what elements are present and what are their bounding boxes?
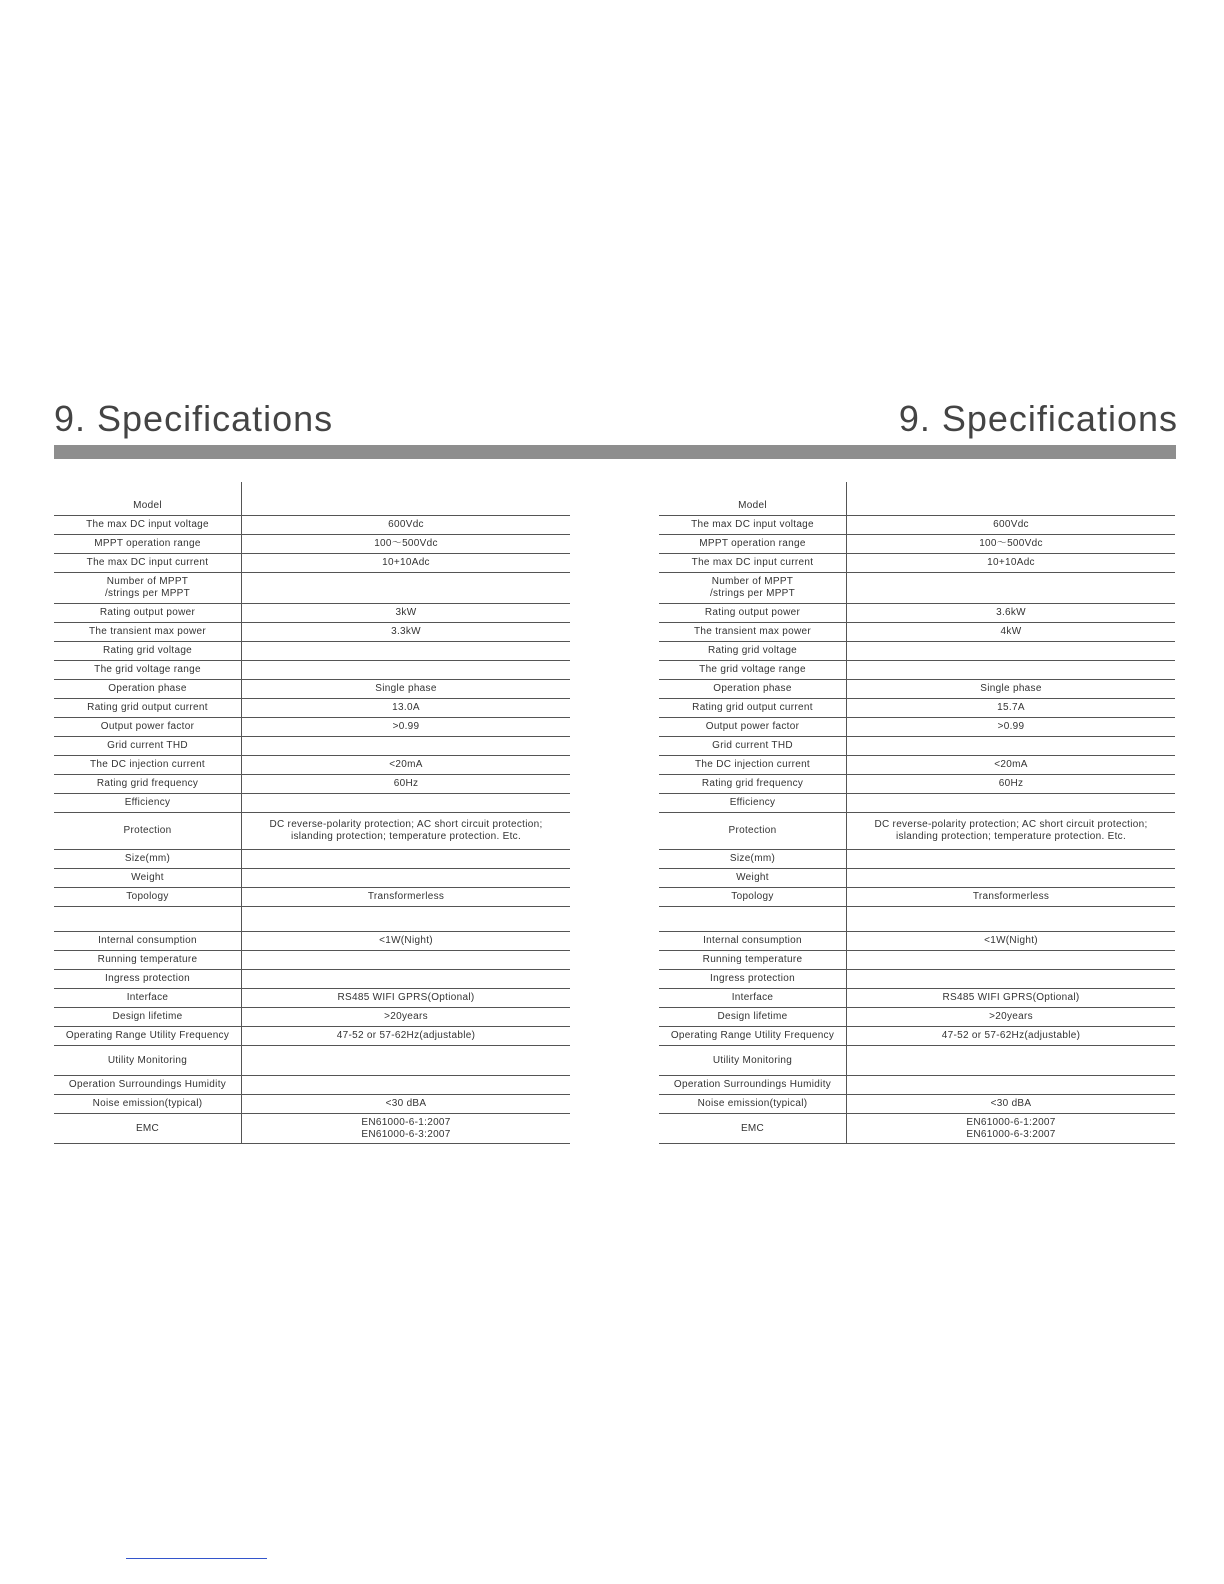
spec-value: [242, 907, 571, 932]
spec-value: [847, 869, 1176, 888]
spec-value: Single phase: [242, 680, 571, 699]
spec-value: >20years: [847, 1008, 1176, 1027]
spec-label: MPPT operation range: [659, 535, 847, 554]
spec-label: Utility Monitoring: [54, 1046, 242, 1076]
spec-row-size-mm: [54, 850, 570, 869]
spec-row-rating-grid-output-current: [54, 699, 570, 718]
spec-value: [847, 573, 1176, 604]
spec-label: Size(mm): [659, 850, 847, 869]
spec-value: <20mA: [847, 756, 1176, 775]
spec-value: [847, 1076, 1176, 1095]
spec-value: 60Hz: [242, 775, 571, 794]
page-title-left: 9. Specifications: [54, 398, 334, 439]
spec-value: [847, 1046, 1176, 1076]
spec-label: Model: [54, 482, 242, 516]
spec-value: [242, 850, 571, 869]
spec-value: >0.99: [847, 718, 1176, 737]
spec-row-running-temperature: [659, 951, 1175, 970]
spec-label: Operation Surroundings Humidity: [659, 1076, 847, 1095]
spec-label: Operating Range Utility Frequency: [54, 1027, 242, 1046]
spec-label: Design lifetime: [54, 1008, 242, 1027]
spec-label: Grid current THD: [54, 737, 242, 756]
spec-row-noise-emission-typical: [54, 1095, 570, 1114]
spec-value: 10+10Adc: [242, 554, 571, 573]
spec-label: Operating Range Utility Frequency: [659, 1027, 847, 1046]
spec-row-noise-emission-typical: [659, 1095, 1175, 1114]
spec-row-topology: [54, 888, 570, 907]
spec-row-efficiency: [659, 794, 1175, 813]
spec-row-the-max-dc-input-voltage: [54, 516, 570, 535]
spec-row-mppt-operation-range: [659, 535, 1175, 554]
spec-label: Running temperature: [54, 951, 242, 970]
spec-label: [659, 907, 847, 932]
spec-value: 47-52 or 57-62Hz(adjustable): [847, 1027, 1176, 1046]
spec-value: DC reverse-polarity protection; AC short circuit protection; islanding protection; temperature protection. Etc.: [242, 813, 571, 850]
footer-link-underline: [126, 1558, 267, 1559]
spec-label: Efficiency: [659, 794, 847, 813]
spec-label: Output power factor: [659, 718, 847, 737]
spec-value: 600Vdc: [847, 516, 1176, 535]
spec-row-emc: [54, 1114, 570, 1144]
spec-value: Single phase: [847, 680, 1176, 699]
spec-table-left: [54, 482, 570, 1144]
spec-value: [242, 794, 571, 813]
spec-value: RS485 WIFI GPRS(Optional): [242, 989, 571, 1008]
spec-row-the-max-dc-input-current: [54, 554, 570, 573]
page-title-right: 9. Specifications: [898, 398, 1178, 439]
spec-value: [242, 482, 571, 516]
spec-label: Number of MPPT /strings per MPPT: [659, 573, 847, 604]
spec-row-output-power-factor: [54, 718, 570, 737]
spec-value: >20years: [242, 1008, 571, 1027]
spec-label: Protection: [54, 813, 242, 850]
spec-label: Utility Monitoring: [659, 1046, 847, 1076]
spec-value: [242, 737, 571, 756]
spec-label: Weight: [54, 869, 242, 888]
spec-row-operation-phase: [54, 680, 570, 699]
spec-label: Internal consumption: [659, 932, 847, 951]
spec-row-rating-output-power: [54, 604, 570, 623]
spec-row-model: [659, 482, 1175, 516]
spec-label: Rating grid voltage: [659, 642, 847, 661]
spec-value: RS485 WIFI GPRS(Optional): [847, 989, 1176, 1008]
spec-value: [242, 951, 571, 970]
spec-value: [847, 794, 1176, 813]
spec-value: [847, 737, 1176, 756]
spec-label: Weight: [659, 869, 847, 888]
spec-value: [847, 642, 1176, 661]
spec-table-body: [54, 482, 570, 1144]
spec-label: Interface: [659, 989, 847, 1008]
spec-value: [242, 970, 571, 989]
spec-label: The DC injection current: [659, 756, 847, 775]
spec-row-weight: [54, 869, 570, 888]
spec-value: [242, 869, 571, 888]
spec-row-utility-monitoring: [659, 1046, 1175, 1076]
spec-value: 100～500Vdc: [242, 535, 571, 554]
spec-row-rating-grid-voltage: [659, 642, 1175, 661]
spec-row-output-power-factor: [659, 718, 1175, 737]
spec-value: [847, 951, 1176, 970]
spec-label: The transient max power: [54, 623, 242, 642]
spec-label: Rating grid frequency: [54, 775, 242, 794]
spec-row-rating-grid-output-current: [659, 699, 1175, 718]
spec-value: 3kW: [242, 604, 571, 623]
spec-value: 47-52 or 57-62Hz(adjustable): [242, 1027, 571, 1046]
spec-row-rating-grid-frequency: [659, 775, 1175, 794]
spec-label: Topology: [54, 888, 242, 907]
spec-value: [242, 1076, 571, 1095]
spec-value: Transformerless: [847, 888, 1176, 907]
spec-value: [242, 642, 571, 661]
spec-row-ingress-protection: [659, 970, 1175, 989]
spec-row-the-transient-max-power: [659, 623, 1175, 642]
spec-value: [847, 482, 1176, 516]
spec-label: Rating grid output current: [54, 699, 242, 718]
spec-row-protection: [54, 813, 570, 850]
spec-row-operation-surroundings-humidity: [54, 1076, 570, 1095]
spec-row-number-of-mppt-strings-per-mppt: [659, 573, 1175, 604]
spec-label: Size(mm): [54, 850, 242, 869]
spec-value: [242, 661, 571, 680]
spec-value: <30 dBA: [242, 1095, 571, 1114]
spec-value: 13.0A: [242, 699, 571, 718]
spec-label: Operation phase: [659, 680, 847, 699]
spec-row-interface: [659, 989, 1175, 1008]
spec-row-operation-surroundings-humidity: [659, 1076, 1175, 1095]
spec-label: Rating grid voltage: [54, 642, 242, 661]
spec-value: [847, 661, 1176, 680]
spec-row-ingress-protection: [54, 970, 570, 989]
spec-value: DC reverse-polarity protection; AC short circuit protection; islanding protection; temperature protection. Etc.: [847, 813, 1176, 850]
spec-value: Transformerless: [242, 888, 571, 907]
spec-label: Ingress protection: [54, 970, 242, 989]
spec-value: <20mA: [242, 756, 571, 775]
spec-label: Rating output power: [659, 604, 847, 623]
spec-value: 3.3kW: [242, 623, 571, 642]
spec-row-model: [54, 482, 570, 516]
spec-label: The max DC input voltage: [659, 516, 847, 535]
spec-row-design-lifetime: [659, 1008, 1175, 1027]
spec-label: Design lifetime: [659, 1008, 847, 1027]
spec-row-blank: [659, 907, 1175, 932]
spec-label: Ingress protection: [659, 970, 847, 989]
spec-label: Running temperature: [659, 951, 847, 970]
spec-label: The grid voltage range: [659, 661, 847, 680]
spec-label: EMC: [659, 1114, 847, 1144]
spec-value: [242, 1046, 571, 1076]
spec-value: >0.99: [242, 718, 571, 737]
spec-value: [242, 573, 571, 604]
spec-label: Rating grid output current: [659, 699, 847, 718]
spec-value: <1W(Night): [242, 932, 571, 951]
spec-row-operating-range-utility-frequency: [54, 1027, 570, 1046]
spec-row-the-dc-injection-current: [54, 756, 570, 775]
spec-row-the-max-dc-input-voltage: [659, 516, 1175, 535]
spec-row-the-transient-max-power: [54, 623, 570, 642]
spec-label: Model: [659, 482, 847, 516]
spec-value: EN61000-6-1:2007 EN61000-6-3:2007: [847, 1114, 1176, 1144]
spec-value: EN61000-6-1:2007 EN61000-6-3:2007: [242, 1114, 571, 1144]
spec-label: Operation phase: [54, 680, 242, 699]
spec-row-utility-monitoring: [54, 1046, 570, 1076]
spec-row-design-lifetime: [54, 1008, 570, 1027]
spec-row-efficiency: [54, 794, 570, 813]
spec-label: Number of MPPT /strings per MPPT: [54, 573, 242, 604]
spec-value: [847, 907, 1176, 932]
spec-row-rating-output-power: [659, 604, 1175, 623]
spec-label: Grid current THD: [659, 737, 847, 756]
spec-label: The transient max power: [659, 623, 847, 642]
spec-label: Efficiency: [54, 794, 242, 813]
spec-row-rating-grid-frequency: [54, 775, 570, 794]
spec-label: Output power factor: [54, 718, 242, 737]
spec-label: MPPT operation range: [54, 535, 242, 554]
spec-label: The max DC input current: [54, 554, 242, 573]
spec-label: The max DC input voltage: [54, 516, 242, 535]
spec-value: 100～500Vdc: [847, 535, 1176, 554]
spec-row-topology: [659, 888, 1175, 907]
spec-label: EMC: [54, 1114, 242, 1144]
spec-value: <1W(Night): [847, 932, 1176, 951]
spec-value: 60Hz: [847, 775, 1176, 794]
spec-row-rating-grid-voltage: [54, 642, 570, 661]
spec-row-the-dc-injection-current: [659, 756, 1175, 775]
spec-value: [847, 850, 1176, 869]
spec-row-operating-range-utility-frequency: [659, 1027, 1175, 1046]
spec-row-weight: [659, 869, 1175, 888]
spec-label: The grid voltage range: [54, 661, 242, 680]
header-divider-bar: [54, 445, 1176, 459]
spec-value: 600Vdc: [242, 516, 571, 535]
spec-label: Interface: [54, 989, 242, 1008]
spec-row-operation-phase: [659, 680, 1175, 699]
spec-label: Operation Surroundings Humidity: [54, 1076, 242, 1095]
spec-row-blank: [54, 907, 570, 932]
spec-table-body: [659, 482, 1175, 1144]
spec-row-internal-consumption: [659, 932, 1175, 951]
spec-label: Noise emission(typical): [54, 1095, 242, 1114]
spec-value: [847, 970, 1176, 989]
spec-row-grid-current-thd: [659, 737, 1175, 756]
spec-label: Rating grid frequency: [659, 775, 847, 794]
spec-label: [54, 907, 242, 932]
spec-row-the-grid-voltage-range: [659, 661, 1175, 680]
spec-label: Topology: [659, 888, 847, 907]
spec-row-size-mm: [659, 850, 1175, 869]
spec-label: Noise emission(typical): [659, 1095, 847, 1114]
spec-row-grid-current-thd: [54, 737, 570, 756]
spec-label: Internal consumption: [54, 932, 242, 951]
spec-value: <30 dBA: [847, 1095, 1176, 1114]
spec-row-the-grid-voltage-range: [54, 661, 570, 680]
spec-label: The DC injection current: [54, 756, 242, 775]
spec-value: 10+10Adc: [847, 554, 1176, 573]
spec-row-number-of-mppt-strings-per-mppt: [54, 573, 570, 604]
spec-label: Rating output power: [54, 604, 242, 623]
spec-label: The max DC input current: [659, 554, 847, 573]
spec-row-interface: [54, 989, 570, 1008]
spec-table-right: [659, 482, 1175, 1144]
spec-label: Protection: [659, 813, 847, 850]
spec-row-emc: [659, 1114, 1175, 1144]
spec-row-running-temperature: [54, 951, 570, 970]
spec-row-mppt-operation-range: [54, 535, 570, 554]
spec-value: 15.7A: [847, 699, 1176, 718]
spec-row-the-max-dc-input-current: [659, 554, 1175, 573]
spec-value: 3.6kW: [847, 604, 1176, 623]
spec-value: 4kW: [847, 623, 1176, 642]
spec-row-internal-consumption: [54, 932, 570, 951]
spec-row-protection: [659, 813, 1175, 850]
